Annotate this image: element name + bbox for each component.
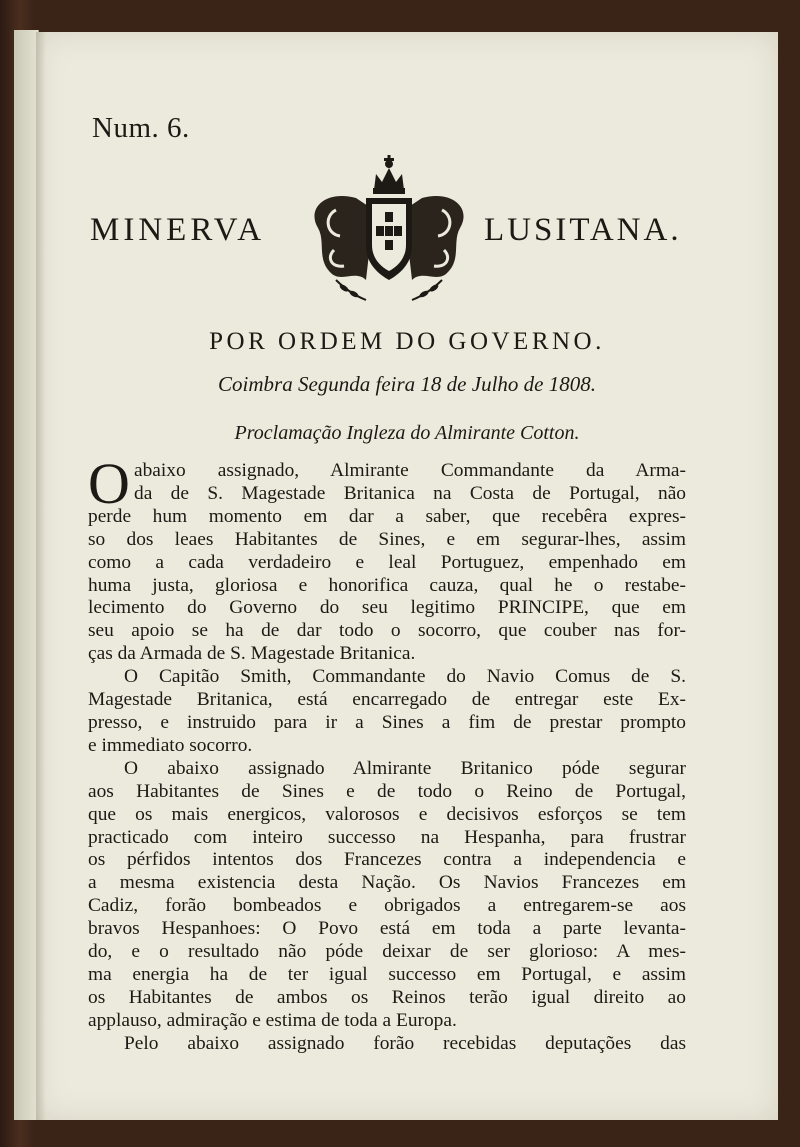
text-line: os Habitantes de ambos os Reinos terão igual direito ao	[88, 986, 686, 1008]
drop-cap: O	[88, 451, 130, 516]
text-line: practicado com inteiro successo na Hespanha, para frustrar	[88, 826, 686, 848]
text-line: do, e o resultado não póde deixar de ser glorioso: A mes-	[88, 941, 686, 963]
text-line: os pérfidos intentos dos Francezes contra a independencia e	[88, 849, 686, 871]
text-line: como a cada verdadeiro e leal Portuguez, empenhado em	[88, 551, 686, 573]
text-line: applauso, admiração e estima de toda a Europa.	[88, 1009, 457, 1031]
text-line: huma justa, gloriosa e honorifica cauza, qual he o restabe-	[88, 574, 686, 596]
text-line: ças da Armada de S. Magestade Britanica.	[88, 643, 416, 665]
text-line: so dos leaes Habitantes de Sines, e em segurar-lhes, assim	[88, 528, 686, 550]
masthead-title-left: MINERVA	[90, 212, 266, 248]
text-line: abaixo assignado, Almirante Commandante da Arma-	[134, 460, 686, 481]
masthead	[36, 150, 778, 310]
text-line: perde hum momento em dar a saber, que recebêra expres-	[88, 505, 686, 527]
article-heading: Proclamação Ingleza do Almirante Cotton.	[234, 422, 580, 444]
article-body	[88, 451, 686, 1056]
text-line: O Capitão Smith, Commandante do Navio Comus de S.	[124, 666, 686, 688]
issue-number: Num. 6.	[92, 112, 190, 144]
text-line: ma energia ha de ter igual successo em Portugal, e assim	[88, 963, 686, 985]
text-line: a mesma existencia desta Nação. Os Navios Francezes em	[88, 872, 686, 894]
text-line: Pelo abaixo assignado forão recebidas deputações das	[124, 1032, 686, 1054]
text-line: da de S. Magestade Britanica na Costa de Portugal, não	[134, 482, 686, 504]
text-line: Magestade Britanica, está encarregado de entregar este Ex-	[88, 689, 686, 711]
newspaper-page	[36, 32, 778, 1120]
text-line: O abaixo assignado Almirante Britanico póde segurar	[124, 757, 686, 779]
text-line: bravos Hespanhoes: O Povo está em toda a parte levanta-	[88, 918, 686, 940]
text-line: e immediato socorro.	[88, 734, 253, 756]
text-line: que os mais energicos, valorosos e decisivos esforços se tem	[88, 803, 686, 825]
masthead-title-right: LUSITANA.	[484, 212, 682, 248]
dateline: Coimbra Segunda feira 18 de Julho de 1808.	[218, 372, 596, 396]
text-line: presso, e instruido para ir a Sines a fim de prestar prompto	[88, 711, 686, 733]
text-line: lecimento do Governo do seu legitimo PRINCIPE, que em	[88, 597, 686, 619]
text-line: aos Habitantes de Sines e de todo o Reino de Portugal,	[88, 780, 686, 802]
text-line: Cadiz, forão bombeados e obrigados a entregarem-se aos	[88, 895, 686, 917]
royal-crest-emblem	[296, 150, 482, 302]
text-line: seu apoio se ha de dar todo o socorro, que couber nas for-	[88, 620, 686, 642]
authority-line: POR ORDEM DO GOVERNO.	[209, 328, 605, 355]
